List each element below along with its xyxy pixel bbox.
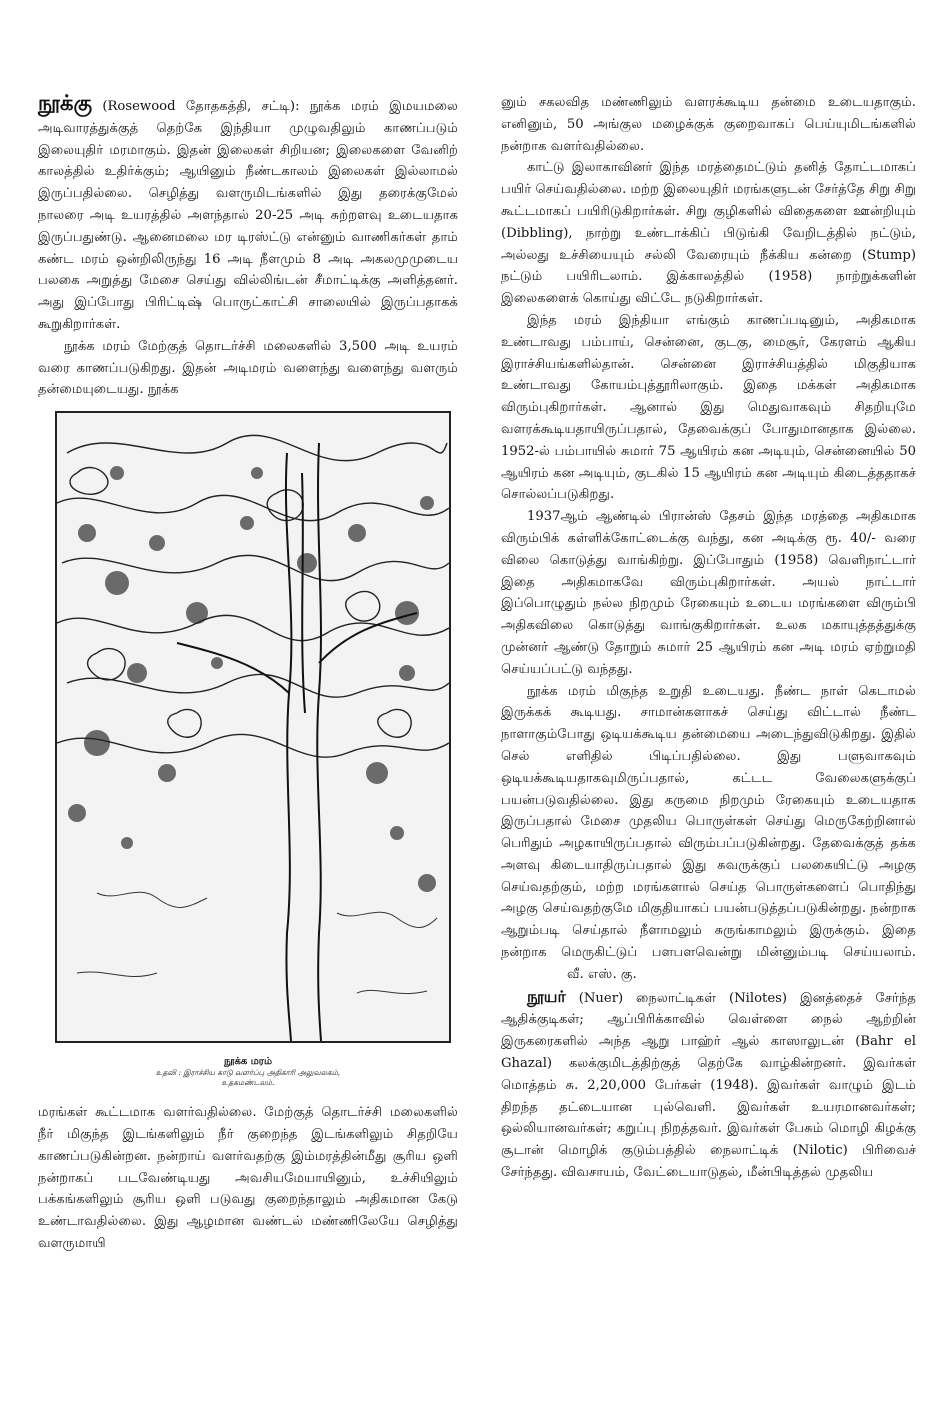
figure-credit-line1: உதவி : இராச்சிய காடு வளர்ப்பு அதிகாரி அலுவலகம்,	[155, 1068, 341, 1078]
entry-heading-nuer: நூயர்	[527, 986, 566, 1006]
paragraph: மரங்கள் கூட்டமாக வளர்வதில்லை. மேற்குத் தொடர்ச்சி மலைகளில் நீர் மிகுந்த இடங்களிலும் நீர் குறைந்த இடங்களிலும் சிதறியே காணப்படுகின்றன. நன்றாய் வளர்வதற்கு இம்மரத்தின்மீது சூரிய ஒளி நன்றாகப் படவேண்டியது அவசியமேயாயினும், உச்சியிலும் பக்கங்களிலும் சூரிய ஒளி படுவது குறைந்தாலும் அதிகமான கேடு உண்டாவதில்லை. இது ஆழமான வண்டல் மண்ணிலேயே செழித்து வளருமாயி	[38, 1105, 458, 1251]
entry-text-nuer: (Nuer) நைலாட்டிகள் (Nilotes) இனத்தைச் சேர்ந்த ஆதிக்குடிகள்; ஆப்பிரிக்காவில் வெள்ளை நைல் ஆற்றின் இருகரைகளில் அந்த ஆறு பாஹ்ர் ஆல் காஸாலுடன் (Bahr el Ghazal) கலக்குமிடத்திற்குத் தெற்கே வாழ்கின்றனர். இவர்கள் மொத்தம் சு. 2,20,000 பேர்கள் (1948). இவர்கள் வாழும் இடம் திறந்த தட்டையான புல்வெளி. இவர்கள் உயரமானவர்கள்; ஒல்லியானவர்கள்; கறுப்பு நிறத்தவர். இவர்கள் பேசும் மொழி கிழக்கு சூடான் மொழிக் குடும்பத்தில் நைலாட்டிக் (Nilotic) பிரிவைச் சேர்ந்தது. விவசாயம், வேட்டையாடுதல், மீன்பிடித்தல் முதலிய	[501, 990, 916, 1181]
paragraph: நூக்க மரம் மேற்குத் தொடர்ச்சி மலைகளில் 3,500 அடி உயரம் வரை காணப்படுகிறது. இதன் அடிமரம் வளைந்து வளைந்து வளரும் தன்மையுடையது. நூக்க	[38, 338, 458, 398]
figure-caption: நூக்க மரம்	[223, 1056, 273, 1068]
paragraph: னும் சகலவித மண்ணிலும் வளரக்கூடிய தன்மை உடையதாகும். எனினும், 50 அங்குல மழைக்குக் குறைவாகப் பெய்யுமிடங்களில் நன்றாக வளர்வதில்லை.	[501, 95, 916, 154]
figure-credit-line2: உதகமண்டலம்.	[221, 1078, 275, 1088]
paragraph: காட்டு இலாகாவினர் இந்த மரத்தைமட்டும் தனித் தோட்டமாகப் பயிர் செய்வதில்லை. மற்ற இலையுதிர் மரங்களுடன் சேர்த்தே சிறு சிறு கூட்டமாகப் பயிரிடுகிறார்கள். சிறு குழிகளில் விதைகளை ஊன்றியும் (Dibbling), நாற்று உண்டாக்கிப் பிடுங்கி வேறிடத்தில் நட்டும், அல்லது உச்சியையும் சல்லி வேரையும் நீக்கிய கன்றை (Stump) நட்டும் பயிரிடலாம். இக்காலத்தில் (1958) நாற்றுக்களின் இலைகளைக் கொய்து விட்டே நடுகிறார்கள்.	[501, 160, 916, 307]
paragraph-with-signature	[501, 681, 916, 986]
entry-heading-rosewood: நூக்கு	[38, 90, 93, 115]
right-column	[501, 92, 916, 1184]
rosewood-tree-photo	[55, 411, 451, 1043]
entry-rosewood	[38, 92, 458, 336]
author-signature: வீ. எஸ். கு.	[567, 966, 637, 982]
entry-text-rosewood: (Rosewood தோதகத்தி, சட்டி): நூக்க மரம் இமயமலை அடிவாரத்துக்குத் தெற்கே இந்தியா முழுவதிலும் காணப்படும் இலையுதிர் மரமாகும். இதன் இலைகள் சிறியன; இலைகளை வேனிற் காலத்தில் உதிர்க்கும்; ஆயினும் நீண்டகாலம் இலைகள் இல்லாமல் இருப்பதில்லை. செழித்து வளருமிடங்களில் இது தரைக்குமேல் நாலரை அடி உயரத்தில் அளந்தால் 20-25 அடி சுற்றளவு உடையதாக இருப்பதுண்டு. ஆனைமலை மர டிரஸ்ட்டு என்னும் வாணிகர்கள் தாம் கண்ட மரம் ஒன்றிலிருந்து 16 அடி நீளமும் 8 அடி அகலமுமுடைய பலகை அறுத்து மேசை செய்து வில்லிங்டன் சீமாட்டிக்கு அளித்தனர். அது இப்போது பிரிட்டிஷ் பொருட்காட்சி சாலையில் இருப்பதாகக் கூறுகிறார்கள்.	[38, 99, 458, 332]
document-page	[38, 90, 916, 1412]
paragraph: 1937ஆம் ஆண்டில் பிரான்ஸ் தேசம் இந்த மரத்தை அதிகமாக விரும்பிக் கள்ளிக்கோட்டைக்கு வந்து, கன அடிக்கு ரூ. 40/- வரை விலை கொடுத்து வாங்கிற்று. இப்போதும் (1958) வெளிநாட்டார் இதை அதிகமாகவே விரும்புகிறார்கள். அயல் நாட்டார் இப்பொழுதும் நல்ல நிறமும் ரேகையும் உடைய மரங்களை விரும்பி அதிகவிலை கொடுத்து வாங்குகிறார்கள். உலக மகாயுத்தத்துக்கு முன்னர் ஆண்டு தோறும் சுமார் 25 ஆயிரம் கன அடி மரம் ஏற்றுமதி செய்யப்பட்டு வந்தது.	[501, 509, 916, 677]
paragraph: இந்த மரம் இந்தியா எங்கும் காணப்படினும், அதிகமாக உண்டாவது பம்பாய், சென்னை, குடகு, மைசூர், கேரளம் ஆகிய இராச்சியங்களில்தான். சென்னை இராச்சியத்தில் மிகுதியாக உண்டாவது கோயம்புத்தூரிலாகும். இதை மக்கள் அதிகமாக விரும்புகிறார்கள். ஆனால் இது மெதுவாகவும் சிதறியுமே வளரக்கூடியதாயிருப்பதால், தேவைக்குப் போதுமானதாக இல்லை. 1952-ல் பம்பாயில் சுமார் 75 ஆயிரம் கன அடியும், சென்னையில் 50 ஆயிரம் கன அடியும், குடகில் 15 ஆயிரம் கன அடியும் கிடைத்ததாகச் சொல்லப்படுகிறது.	[501, 312, 916, 503]
left-column	[38, 92, 458, 1255]
paragraph-text: நூக்க மரம் மிகுந்த உறுதி உடையது. நீண்ட நாள் கெடாமல் இருக்கக் கூடியது. சாமான்களாகச் செய்து விட்டால் நீண்ட நாளாகும்போது ஒடியக்கூடிய தன்மையை அடைந்துவிடுகிறது. இதில் செல் எளிதில் பிடிப்பதில்லை. இது பளுவாகவும் ஒடியக்கூடியதாகவுமிருப்பதால், கட்டட வேலைகளுக்குப் பயன்படுவதில்லை. இது கருமை நிறமும் ரேகையும் உடையதாக இருப்பதால் மேசை முதலிய பொருள்கள் செய்து மெருகேற்றினால் பெரிதும் அழகாயிருப்பதால் விரும்பப்படுகின்றது. தேவைக்குத் தக்க அளவு கிடையாதிருப்பதால் இது சுவருக்குப் பலகையிட்டு அழகு செய்வதற்கும், மற்ற மரங்களால் செய்த பொருள்களைப் பொதிந்து அழகு செய்வதற்குமே மிகுதியாகப் பயன்படுத்தப்படுகின்றது. நன்றாக ஆறும்படி செய்தால் நீளாமலும் சுருங்காமலும் இருக்கும். இதை நன்றாக மெருகிட்டுப் பளபளவென்று மின்னும்படி செய்யலாம்.	[501, 683, 916, 961]
entry-nuer	[501, 986, 916, 1184]
